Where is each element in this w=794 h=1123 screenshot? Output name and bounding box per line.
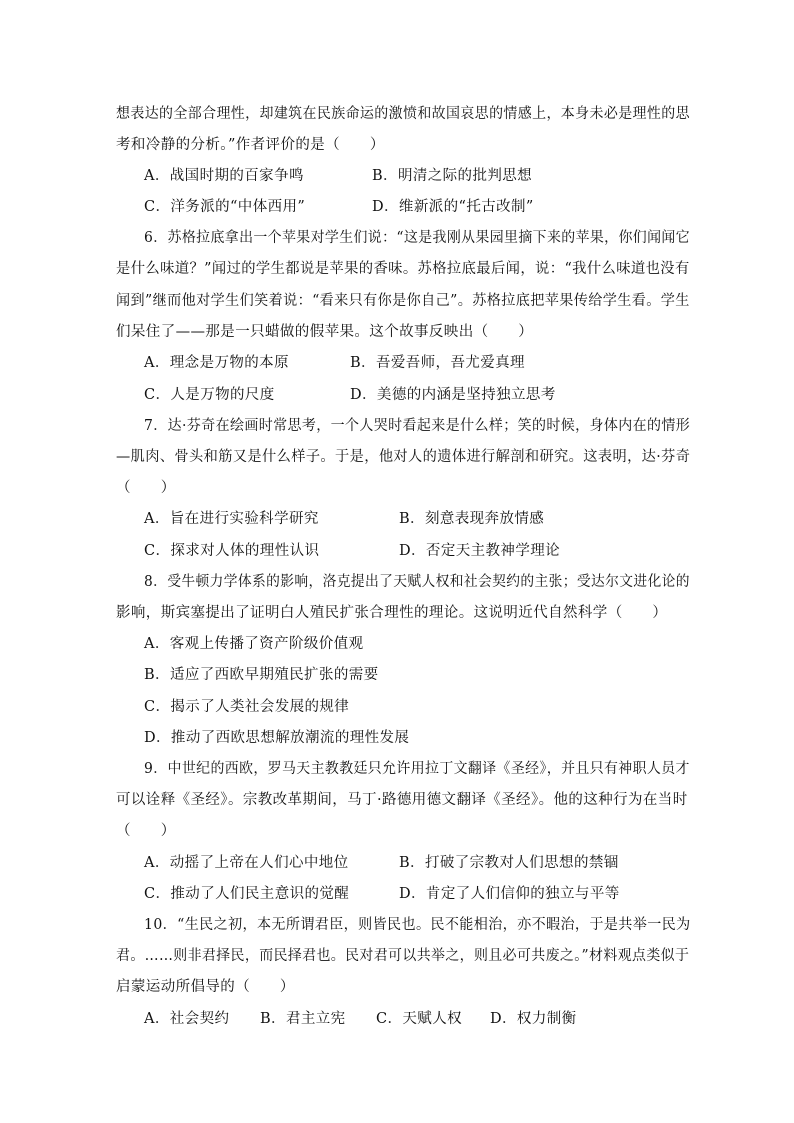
q6-line-1: 6．苏格拉底拿出一个苹果对学生们说：“这是我刚从果园里摘下来的苹果，你们闻闻它	[144, 230, 690, 246]
q9-line-3: （ ）	[116, 823, 176, 839]
q5-option-b[interactable]: B．明清之际的批判思想	[372, 168, 533, 184]
q8-option-b[interactable]: B．适应了西欧早期殖民扩张的需要	[144, 667, 379, 683]
q6-line-4: 们呆住了——那是一只蜡做的假苹果。这个故事反映出（ ）	[116, 324, 534, 340]
q5-option-d[interactable]: D．维新派的“托古改制”	[372, 199, 534, 215]
q8-option-a[interactable]: A．客观上传播了资产阶级价值观	[144, 636, 364, 652]
q10-option-a[interactable]: A．社会契约	[144, 1011, 230, 1027]
q7-line-2: —肌肉、骨头和筋又是什么样子。于是，他对人的遗体进行解剖和研究。这表明，达·芬奇	[116, 449, 691, 465]
q5-option-a[interactable]: A．战国时期的百家争鸣	[144, 168, 304, 184]
q5-line-2: 考和冷静的分析。”作者评价的是（ ）	[116, 137, 385, 153]
q9-option-a[interactable]: A．动摇了上帝在人们心中地位	[144, 855, 349, 871]
q9-option-c[interactable]: C．推动了人们民主意识的觉醒	[144, 886, 350, 902]
q10-option-c[interactable]: C．天赋人权	[376, 1011, 462, 1027]
q6-line-2: 是什么味道？”闻过的学生都说是苹果的香味。苏格拉底最后闻，说：“我什么味道也没有	[116, 261, 690, 277]
q5-option-c[interactable]: C．洋务派的“中体西用”	[144, 199, 306, 215]
q6-option-a[interactable]: A．理念是万物的本原	[144, 355, 289, 371]
q10-line-1: 10．“生民之初，本无所谓君臣，则皆民也。民不能相治，亦不暇治，于是共举一民为	[144, 917, 691, 933]
q7-option-c[interactable]: C．探求对人体的理性认识	[144, 543, 320, 559]
q9-option-d[interactable]: D．肯定了人们信仰的独立与平等	[399, 886, 620, 902]
q10-line-3: 启蒙运动所倡导的（ ）	[116, 979, 295, 995]
q7-option-b[interactable]: B．刻意表现奔放情感	[399, 511, 545, 527]
q5-line-1: 想表达的全部合理性，却建筑在民族命运的激愤和故国哀思的情感上，本身未必是理性的思	[116, 106, 690, 122]
q8-line-2: 影响，斯宾塞提出了证明白人殖民扩张合理性的理论。这说明近代自然科学（ ）	[116, 605, 668, 621]
q10-option-b[interactable]: B．君主立宪	[260, 1011, 346, 1027]
q8-line-1: 8．受牛顿力学体系的影响，洛克提出了天赋人权和社会契约的主张；受达尔文进化论的	[144, 574, 690, 590]
q6-option-b[interactable]: B．吾爱吾师，吾尤爱真理	[350, 355, 525, 371]
q8-option-c[interactable]: C．揭示了人类社会发展的规律	[144, 699, 350, 715]
q10-option-d[interactable]: D．权力制衡	[490, 1011, 577, 1027]
q7-line-3: （ ）	[116, 480, 176, 496]
q7-option-d[interactable]: D．否定天主教神学理论	[399, 543, 561, 559]
q7-line-1: 7．达·芬奇在绘画时常思考，一个人哭时看起来是什么样；笑的时候，身体内在的情形	[144, 418, 691, 434]
q9-option-b[interactable]: B．打破了宗教对人们思想的禁锢	[399, 855, 619, 871]
q10-line-2: 君。……则非君择民，而民择君也。民对君可以共举之，则且必可共废之。”材料观点类似于	[116, 948, 690, 964]
q7-option-a[interactable]: A．旨在进行实验科学研究	[144, 511, 319, 527]
q6-option-c[interactable]: C．人是万物的尺度	[144, 387, 275, 403]
q6-line-3: 闻到”继而他对学生们笑着说：“看来只有你是你自己”。苏格拉底把苹果传给学生看。学生	[116, 293, 690, 309]
q9-line-2: 可以诠释《圣经》。宗教改革期间，马丁·路德用德文翻译《圣经》。他的这种行为在当时	[116, 792, 688, 808]
q6-option-d[interactable]: D．美德的内涵是坚持独立思考	[350, 387, 556, 403]
q8-option-d[interactable]: D．推动了西欧思想解放潮流的理性发展	[144, 730, 410, 746]
q9-line-1: 9．中世纪的西欧，罗马天主教教廷只允许用拉丁文翻译《圣经》，并且只有神职人员才	[144, 761, 690, 777]
